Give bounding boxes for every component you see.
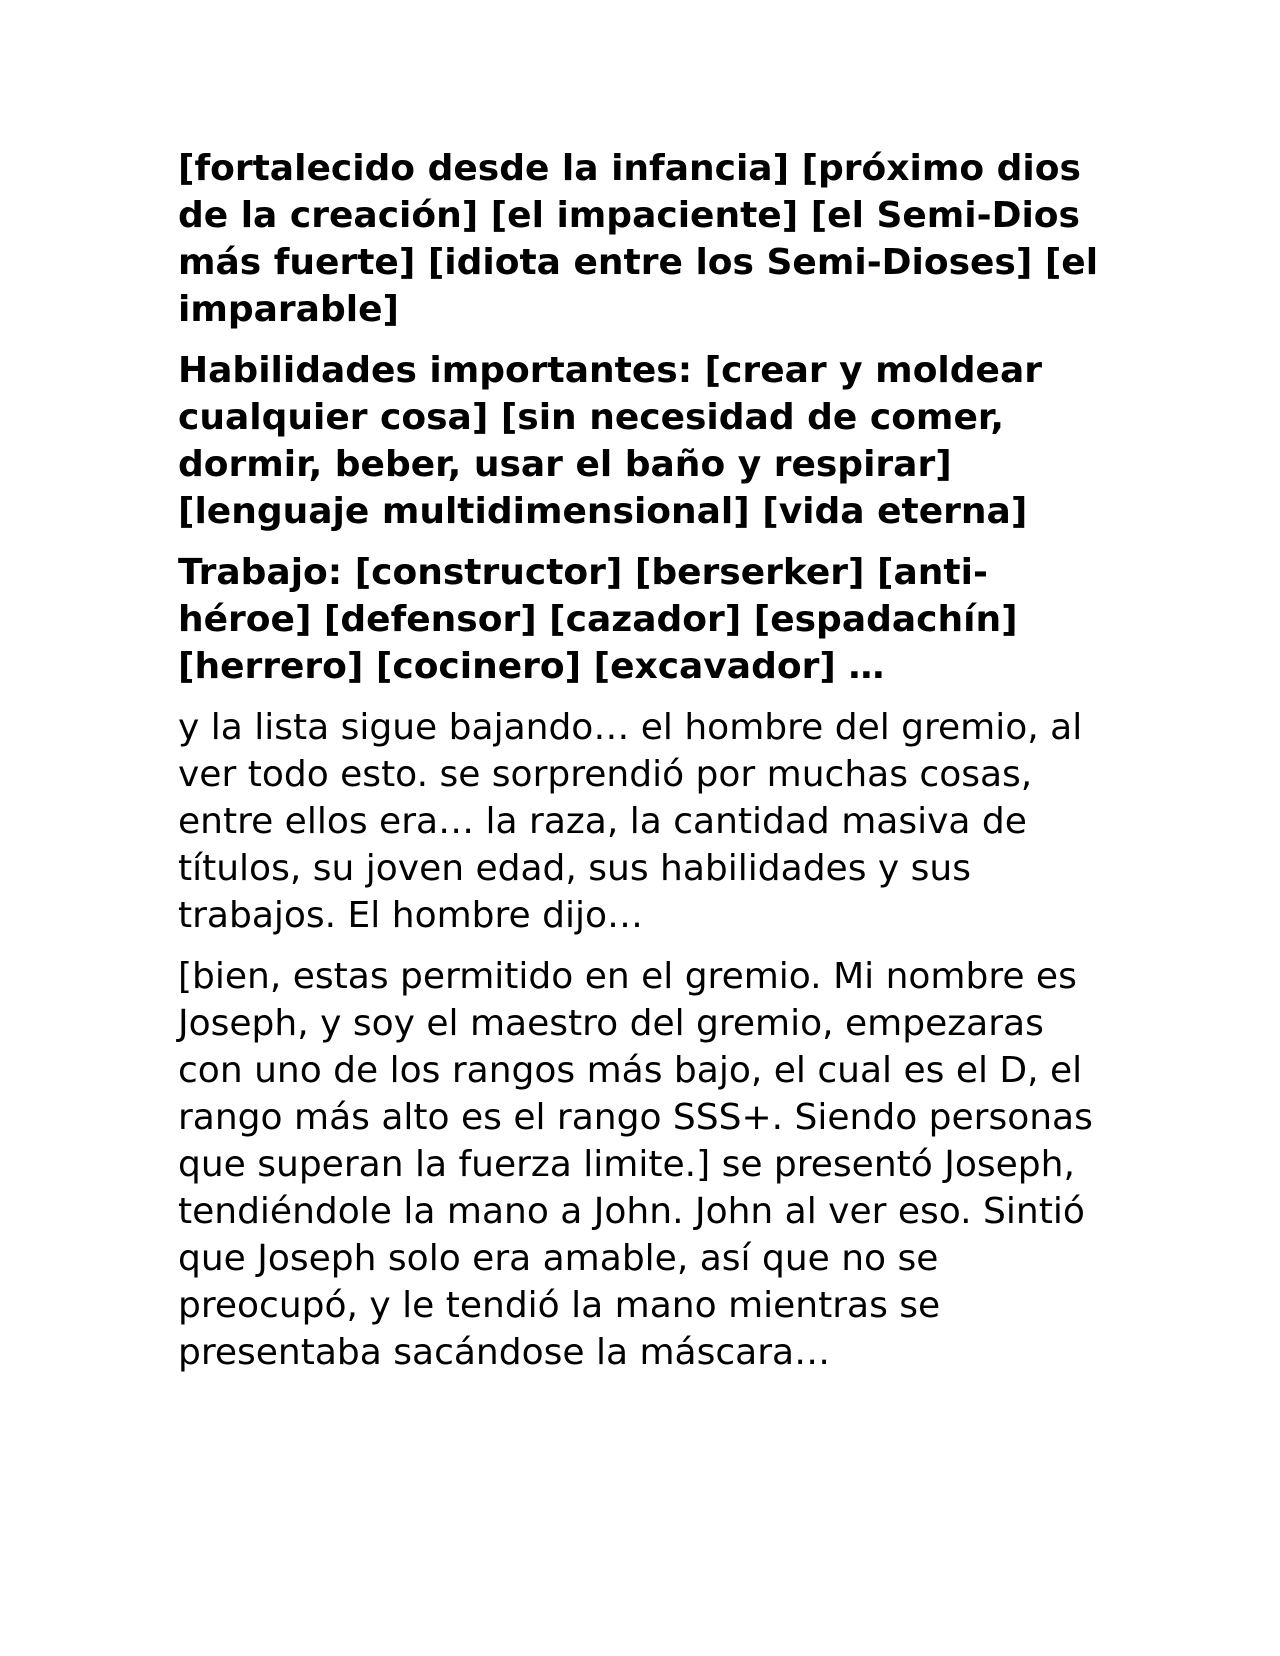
skills-paragraph: Habilidades importantes: [crear y moldear cualquier cosa] [sin necesidad de comer, dormir, beber, usar el baño y respirar] [lenguaje multidimensional] [vida eterna]	[178, 350, 1042, 532]
narration-paragraph: y la lista sigue bajando… el hombre del gremio, al ver todo esto. se sorprendió por muchas cosas, entre ellos era… la raza, la cantidad masiva de títulos, su joven edad, sus habilidades y sus trabajos. El hombre dijo…	[178, 707, 1083, 936]
document-page	[178, 145, 1118, 1390]
titles-paragraph: [fortalecido desde la infancia] [próximo dios de la creación] [el impaciente] [el Semi-Dios más fuerte] [idiota entre los Semi-Dioses] [el imparable]	[178, 148, 1099, 330]
dialogue-paragraph: [bien, estas permitido en el gremio. Mi nombre es Joseph, y soy el maestro del gremio, empezaras con uno de los rangos más bajo, el cual es el D, el rango más alto es el rango SSS+. Siendo personas que superan la fuerza limite.] se presentó Joseph, tendiéndole la mano a John. John al ver eso. Sintió que Joseph solo era amable, así que no se preocupó, y le tendió la mano mientras se presentaba sacándose la máscara…	[178, 956, 1093, 1373]
jobs-paragraph: Trabajo: [constructor] [berserker] [anti-héroe] [defensor] [cazador] [espadachín] [herrero] [cocinero] [excavador] …	[178, 552, 1018, 687]
